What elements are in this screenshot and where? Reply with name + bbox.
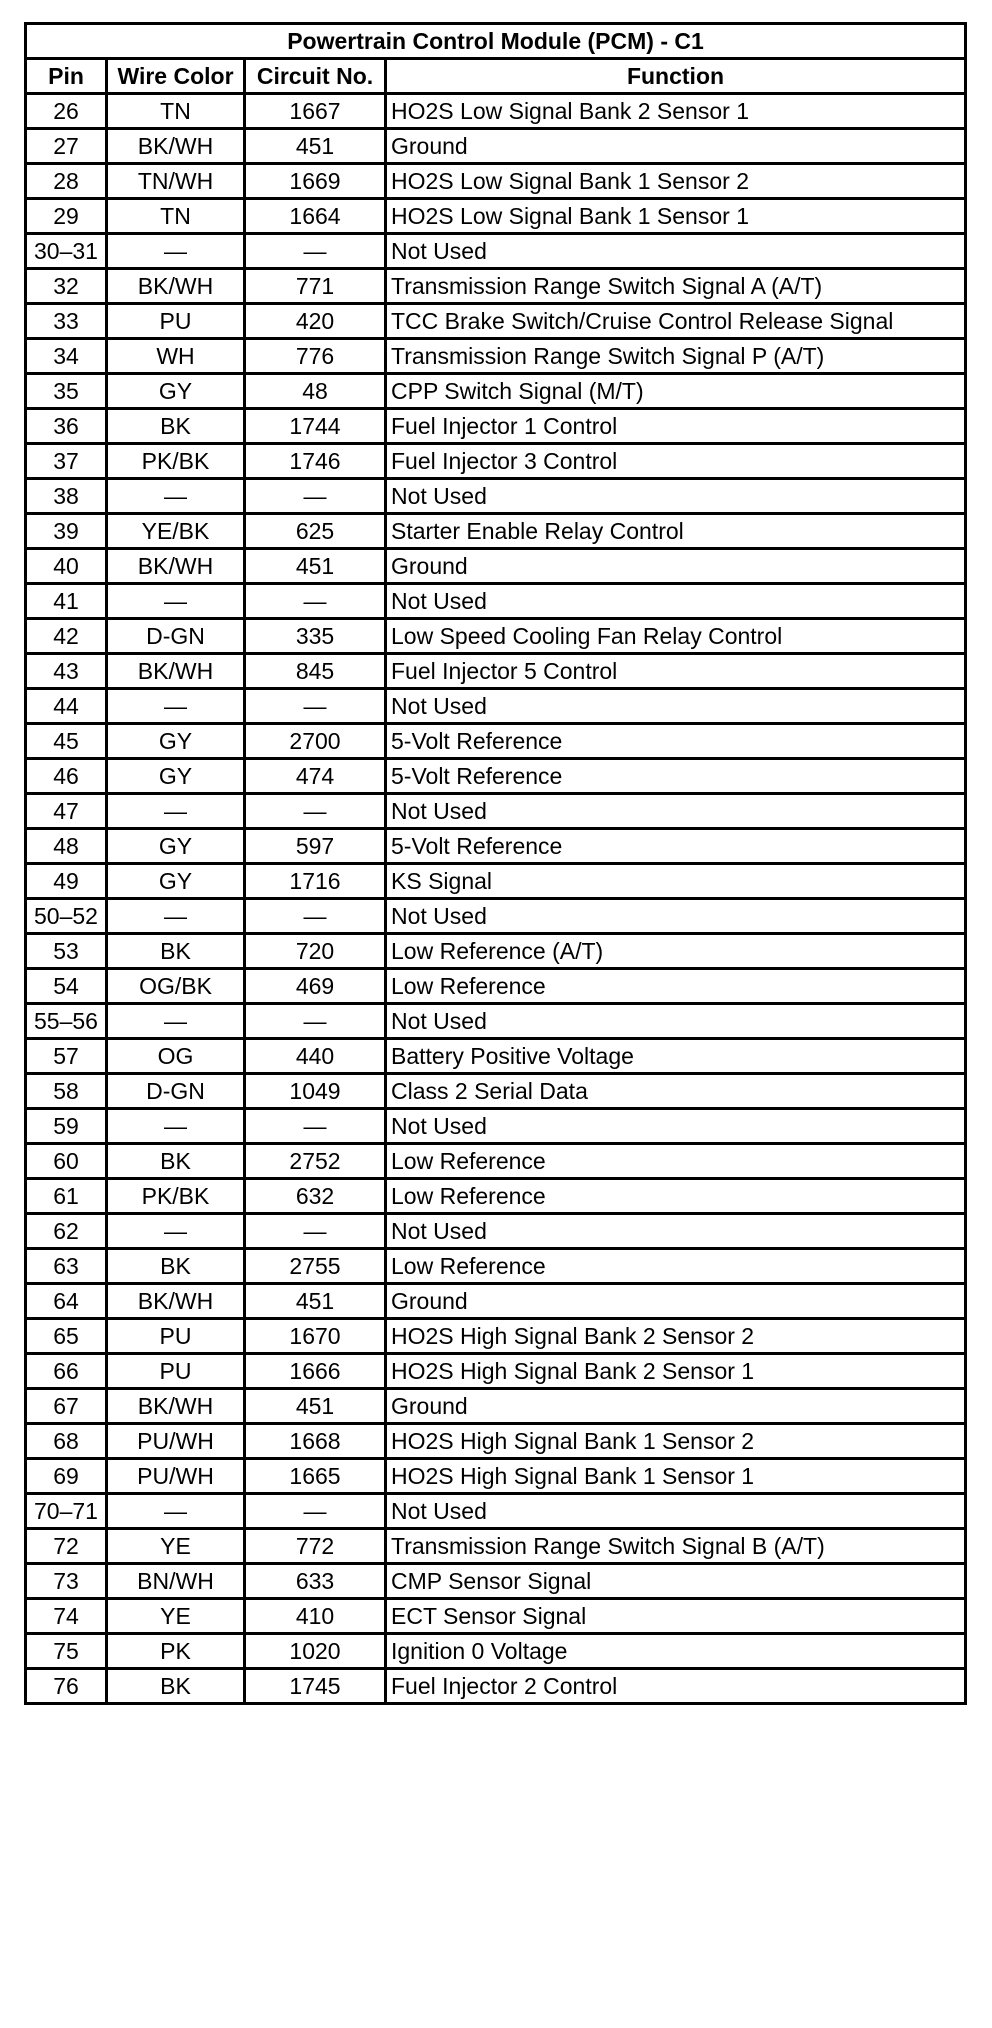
circuit-number-cell: 1744 [245, 409, 386, 444]
function-cell: Not Used [386, 899, 966, 934]
table-row [26, 1389, 966, 1424]
pin-cell: 60 [26, 1144, 107, 1179]
circuit-number-cell: — [245, 689, 386, 724]
circuit-number-cell: 1666 [245, 1354, 386, 1389]
wire-color-cell: BK/WH [107, 269, 245, 304]
circuit-number-cell: 845 [245, 654, 386, 689]
wire-color-cell: TN/WH [107, 164, 245, 199]
table-row [26, 1459, 966, 1494]
circuit-number-cell: 772 [245, 1529, 386, 1564]
wire-color-cell: D-GN [107, 619, 245, 654]
function-cell: HO2S Low Signal Bank 1 Sensor 2 [386, 164, 966, 199]
circuit-number-cell: 1668 [245, 1424, 386, 1459]
function-cell: Not Used [386, 1214, 966, 1249]
function-cell: HO2S High Signal Bank 2 Sensor 1 [386, 1354, 966, 1389]
pin-cell: 67 [26, 1389, 107, 1424]
table-row [26, 724, 966, 759]
table-row [26, 1074, 966, 1109]
table-row [26, 1354, 966, 1389]
pin-cell: 74 [26, 1599, 107, 1634]
wire-color-cell: YE/BK [107, 514, 245, 549]
wire-color-cell: BK [107, 1669, 245, 1704]
function-cell: Low Speed Cooling Fan Relay Control [386, 619, 966, 654]
circuit-number-cell: 1667 [245, 94, 386, 129]
function-cell: Not Used [386, 479, 966, 514]
circuit-number-cell: 1669 [245, 164, 386, 199]
function-cell: Not Used [386, 1494, 966, 1529]
wire-color-cell: BK/WH [107, 654, 245, 689]
table-row [26, 129, 966, 164]
table-row [26, 1004, 966, 1039]
header-row [26, 59, 966, 94]
wire-color-cell: OG/BK [107, 969, 245, 1004]
pin-cell: 53 [26, 934, 107, 969]
pin-cell: 27 [26, 129, 107, 164]
pin-cell: 61 [26, 1179, 107, 1214]
wire-color-cell: PU [107, 1319, 245, 1354]
table-row [26, 1144, 966, 1179]
table-row [26, 794, 966, 829]
function-cell: Low Reference [386, 1249, 966, 1284]
pin-cell: 55–56 [26, 1004, 107, 1039]
wire-color-cell: BK/WH [107, 1284, 245, 1319]
pin-cell: 76 [26, 1669, 107, 1704]
table-row [26, 619, 966, 654]
function-cell: Ground [386, 1284, 966, 1319]
wire-color-cell: PK/BK [107, 444, 245, 479]
pin-cell: 42 [26, 619, 107, 654]
pin-cell: 34 [26, 339, 107, 374]
title-row [26, 24, 966, 59]
pin-cell: 43 [26, 654, 107, 689]
wire-color-cell: — [107, 584, 245, 619]
circuit-number-cell: 633 [245, 1564, 386, 1599]
table-body [26, 94, 966, 1704]
function-cell: Low Reference (A/T) [386, 934, 966, 969]
function-cell: HO2S Low Signal Bank 2 Sensor 1 [386, 94, 966, 129]
table-row [26, 514, 966, 549]
circuit-number-cell: 451 [245, 549, 386, 584]
circuit-number-cell: 771 [245, 269, 386, 304]
circuit-number-cell: 2700 [245, 724, 386, 759]
pin-cell: 62 [26, 1214, 107, 1249]
pin-cell: 72 [26, 1529, 107, 1564]
wire-color-cell: GY [107, 864, 245, 899]
table-row [26, 1599, 966, 1634]
table-row [26, 164, 966, 199]
function-cell: Not Used [386, 234, 966, 269]
circuit-number-cell: 1670 [245, 1319, 386, 1354]
function-cell: Not Used [386, 584, 966, 619]
circuit-number-cell: 776 [245, 339, 386, 374]
wire-color-cell: YE [107, 1599, 245, 1634]
table-row [26, 1494, 966, 1529]
wire-color-cell: PU/WH [107, 1424, 245, 1459]
table-row [26, 374, 966, 409]
function-cell: HO2S High Signal Bank 2 Sensor 2 [386, 1319, 966, 1354]
function-cell: HO2S High Signal Bank 1 Sensor 2 [386, 1424, 966, 1459]
table-row [26, 479, 966, 514]
function-cell: Low Reference [386, 1179, 966, 1214]
circuit-number-cell: 1746 [245, 444, 386, 479]
function-cell: TCC Brake Switch/Cruise Control Release Signal [386, 304, 966, 339]
circuit-number-cell: — [245, 1109, 386, 1144]
pin-cell: 49 [26, 864, 107, 899]
function-cell: Fuel Injector 5 Control [386, 654, 966, 689]
table-row [26, 1634, 966, 1669]
pin-cell: 39 [26, 514, 107, 549]
pin-cell: 44 [26, 689, 107, 724]
pin-cell: 35 [26, 374, 107, 409]
wire-color-cell: GY [107, 759, 245, 794]
pin-cell: 70–71 [26, 1494, 107, 1529]
function-cell: Not Used [386, 1004, 966, 1039]
circuit-number-cell: 440 [245, 1039, 386, 1074]
table-row [26, 199, 966, 234]
pin-cell: 68 [26, 1424, 107, 1459]
wire-color-cell: PU [107, 304, 245, 339]
table-row [26, 1564, 966, 1599]
wire-color-cell: — [107, 794, 245, 829]
table-row [26, 1109, 966, 1144]
circuit-number-cell: — [245, 479, 386, 514]
table-row [26, 549, 966, 584]
pin-cell: 29 [26, 199, 107, 234]
pin-cell: 66 [26, 1354, 107, 1389]
wire-color-cell: BN/WH [107, 1564, 245, 1599]
pin-cell: 45 [26, 724, 107, 759]
function-cell: ECT Sensor Signal [386, 1599, 966, 1634]
function-cell: Ground [386, 1389, 966, 1424]
circuit-number-cell: 469 [245, 969, 386, 1004]
function-cell: Transmission Range Switch Signal P (A/T) [386, 339, 966, 374]
function-cell: Transmission Range Switch Signal A (A/T) [386, 269, 966, 304]
wire-color-cell: OG [107, 1039, 245, 1074]
circuit-number-cell: 420 [245, 304, 386, 339]
table-row [26, 444, 966, 479]
table-row [26, 1424, 966, 1459]
table-row [26, 584, 966, 619]
wire-color-cell: BK/WH [107, 129, 245, 164]
wire-color-cell: BK [107, 934, 245, 969]
pin-cell: 46 [26, 759, 107, 794]
wire-color-cell: GY [107, 374, 245, 409]
pin-cell: 33 [26, 304, 107, 339]
pin-cell: 59 [26, 1109, 107, 1144]
circuit-number-cell: 625 [245, 514, 386, 549]
circuit-number-cell: 1716 [245, 864, 386, 899]
table-row [26, 1529, 966, 1564]
pin-cell: 47 [26, 794, 107, 829]
pin-cell: 48 [26, 829, 107, 864]
table-row [26, 1039, 966, 1074]
table-row [26, 269, 966, 304]
wire-color-cell: PK [107, 1634, 245, 1669]
function-cell: Starter Enable Relay Control [386, 514, 966, 549]
function-cell: HO2S Low Signal Bank 1 Sensor 1 [386, 199, 966, 234]
function-cell: Transmission Range Switch Signal B (A/T) [386, 1529, 966, 1564]
circuit-number-cell: 1049 [245, 1074, 386, 1109]
pin-cell: 73 [26, 1564, 107, 1599]
table-row [26, 864, 966, 899]
circuit-number-cell: — [245, 1004, 386, 1039]
pin-cell: 37 [26, 444, 107, 479]
pin-cell: 36 [26, 409, 107, 444]
pin-cell: 28 [26, 164, 107, 199]
header-wire-color: Wire Color [107, 59, 245, 94]
wire-color-cell: PK/BK [107, 1179, 245, 1214]
wire-color-cell: YE [107, 1529, 245, 1564]
table-row [26, 1319, 966, 1354]
function-cell: Ignition 0 Voltage [386, 1634, 966, 1669]
pin-cell: 65 [26, 1319, 107, 1354]
wire-color-cell: — [107, 1004, 245, 1039]
table-row [26, 94, 966, 129]
pin-cell: 40 [26, 549, 107, 584]
circuit-number-cell: 597 [245, 829, 386, 864]
wire-color-cell: D-GN [107, 1074, 245, 1109]
function-cell: HO2S High Signal Bank 1 Sensor 1 [386, 1459, 966, 1494]
wire-color-cell: PU/WH [107, 1459, 245, 1494]
circuit-number-cell: — [245, 584, 386, 619]
circuit-number-cell: 1665 [245, 1459, 386, 1494]
pin-cell: 30–31 [26, 234, 107, 269]
function-cell: Ground [386, 129, 966, 164]
pin-cell: 41 [26, 584, 107, 619]
circuit-number-cell: 474 [245, 759, 386, 794]
wire-color-cell: — [107, 1109, 245, 1144]
pin-cell: 64 [26, 1284, 107, 1319]
circuit-number-cell: 632 [245, 1179, 386, 1214]
wire-color-cell: BK/WH [107, 549, 245, 584]
table-row [26, 234, 966, 269]
circuit-number-cell: — [245, 1494, 386, 1529]
table-row [26, 1249, 966, 1284]
pin-cell: 32 [26, 269, 107, 304]
pin-cell: 57 [26, 1039, 107, 1074]
table-row [26, 1214, 966, 1249]
function-cell: Not Used [386, 794, 966, 829]
wire-color-cell: BK [107, 1144, 245, 1179]
function-cell: Low Reference [386, 969, 966, 1004]
circuit-number-cell: 335 [245, 619, 386, 654]
table-row [26, 654, 966, 689]
circuit-number-cell: 1020 [245, 1634, 386, 1669]
function-cell: CPP Switch Signal (M/T) [386, 374, 966, 409]
circuit-number-cell: 2755 [245, 1249, 386, 1284]
circuit-number-cell: 1745 [245, 1669, 386, 1704]
circuit-number-cell: — [245, 794, 386, 829]
circuit-number-cell: 720 [245, 934, 386, 969]
table-row [26, 969, 966, 1004]
circuit-number-cell: 48 [245, 374, 386, 409]
function-cell: Battery Positive Voltage [386, 1039, 966, 1074]
function-cell: Ground [386, 549, 966, 584]
function-cell: 5-Volt Reference [386, 759, 966, 794]
pin-cell: 58 [26, 1074, 107, 1109]
circuit-number-cell: 2752 [245, 1144, 386, 1179]
table-row [26, 759, 966, 794]
circuit-number-cell: — [245, 234, 386, 269]
table-row [26, 1284, 966, 1319]
circuit-number-cell: 410 [245, 1599, 386, 1634]
header-circuit-no: Circuit No. [245, 59, 386, 94]
table-row [26, 829, 966, 864]
wire-color-cell: WH [107, 339, 245, 374]
table-row [26, 689, 966, 724]
function-cell: CMP Sensor Signal [386, 1564, 966, 1599]
function-cell: Low Reference [386, 1144, 966, 1179]
wire-color-cell: BK/WH [107, 1389, 245, 1424]
table-row [26, 304, 966, 339]
wire-color-cell: TN [107, 94, 245, 129]
wire-color-cell: BK [107, 1249, 245, 1284]
wire-color-cell: GY [107, 829, 245, 864]
table-row [26, 339, 966, 374]
header-function: Function [386, 59, 966, 94]
wire-color-cell: — [107, 1494, 245, 1529]
function-cell: Not Used [386, 1109, 966, 1144]
function-cell: 5-Volt Reference [386, 829, 966, 864]
function-cell: Class 2 Serial Data [386, 1074, 966, 1109]
table-row [26, 1669, 966, 1704]
function-cell: Fuel Injector 2 Control [386, 1669, 966, 1704]
pin-cell: 75 [26, 1634, 107, 1669]
wire-color-cell: — [107, 479, 245, 514]
pin-cell: 63 [26, 1249, 107, 1284]
pin-cell: 38 [26, 479, 107, 514]
wire-color-cell: — [107, 899, 245, 934]
wire-color-cell: — [107, 234, 245, 269]
circuit-number-cell: — [245, 899, 386, 934]
function-cell: Fuel Injector 3 Control [386, 444, 966, 479]
wire-color-cell: — [107, 689, 245, 724]
pcm-connector-table [24, 22, 967, 1705]
function-cell: KS Signal [386, 864, 966, 899]
circuit-number-cell: 1664 [245, 199, 386, 234]
circuit-number-cell: 451 [245, 1389, 386, 1424]
wire-color-cell: BK [107, 409, 245, 444]
function-cell: Not Used [386, 689, 966, 724]
pin-cell: 26 [26, 94, 107, 129]
wire-color-cell: GY [107, 724, 245, 759]
pin-cell: 69 [26, 1459, 107, 1494]
header-pin: Pin [26, 59, 107, 94]
table-title: Powertrain Control Module (PCM) - C1 [26, 24, 966, 59]
table-row [26, 934, 966, 969]
table-row [26, 1179, 966, 1214]
pin-cell: 54 [26, 969, 107, 1004]
pin-cell: 50–52 [26, 899, 107, 934]
wire-color-cell: PU [107, 1354, 245, 1389]
circuit-number-cell: 451 [245, 1284, 386, 1319]
table-row [26, 409, 966, 444]
function-cell: 5-Volt Reference [386, 724, 966, 759]
table-row [26, 899, 966, 934]
circuit-number-cell: — [245, 1214, 386, 1249]
function-cell: Fuel Injector 1 Control [386, 409, 966, 444]
wire-color-cell: — [107, 1214, 245, 1249]
circuit-number-cell: 451 [245, 129, 386, 164]
wire-color-cell: TN [107, 199, 245, 234]
